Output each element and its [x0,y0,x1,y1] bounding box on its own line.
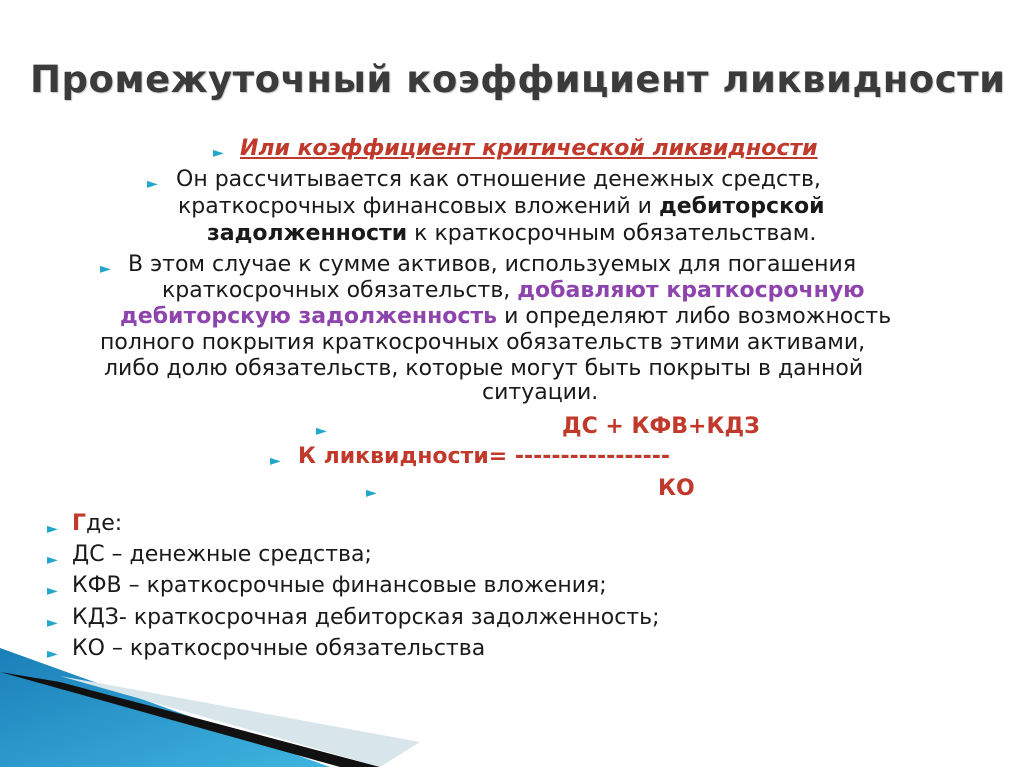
definition-item: КО – краткосрочные обязательства [72,636,486,661]
p1-line2: краткосрочных финансовых вложений и дебиторской [178,194,825,219]
p1-line3: задолженности к краткосрочным обязательствам. [207,221,817,246]
p2-line5: либо долю обязательств, которые могут быть покрыты в данной [104,356,864,381]
p2-line2: краткосрочных обязательств, добавляют краткосрочную [162,278,865,303]
page-title: Промежуточный коэффициент ликвидности [30,58,1006,101]
p2-line3: дебиторскую задолженность и определяют либо возможность [120,304,892,329]
bullet-icon: ► [47,552,58,568]
p2-line6: ситуации. [482,380,599,405]
bullet-icon: ► [47,646,58,662]
bullet-icon: ► [47,615,58,631]
definition-item: КФВ – краткосрочные финансовые вложения; [72,573,607,598]
subtitle: Или коэффициент критической ликвидности [240,136,818,161]
p1-line1: Он рассчитывается как отношение денежных средств, [176,167,821,192]
formula-denominator: КО [658,476,695,501]
bullet-icon: ► [47,521,58,537]
bullet-icon: ► [100,261,111,277]
bullet-icon: ► [366,485,377,501]
bullet-icon: ► [147,176,158,192]
definition-item: ДС – денежные средства; [72,542,372,567]
bullet-icon: ► [213,145,224,161]
formula-numerator: ДС + КФВ+КДЗ [562,414,760,439]
where-label: Где: [72,511,123,536]
bullet-icon: ► [47,583,58,599]
bullet-icon: ► [316,423,327,439]
definition-item: КДЗ- краткосрочная дебиторская задолженность; [72,605,660,630]
p2-line1: В этом случае к сумме активов, используемых для погашения [128,252,857,277]
bullet-icon: ► [270,453,281,469]
formula-label: К ликвидности= ----------------- [298,444,671,469]
p2-line4: полного покрытия краткосрочных обязательств этими активами, [100,330,866,355]
